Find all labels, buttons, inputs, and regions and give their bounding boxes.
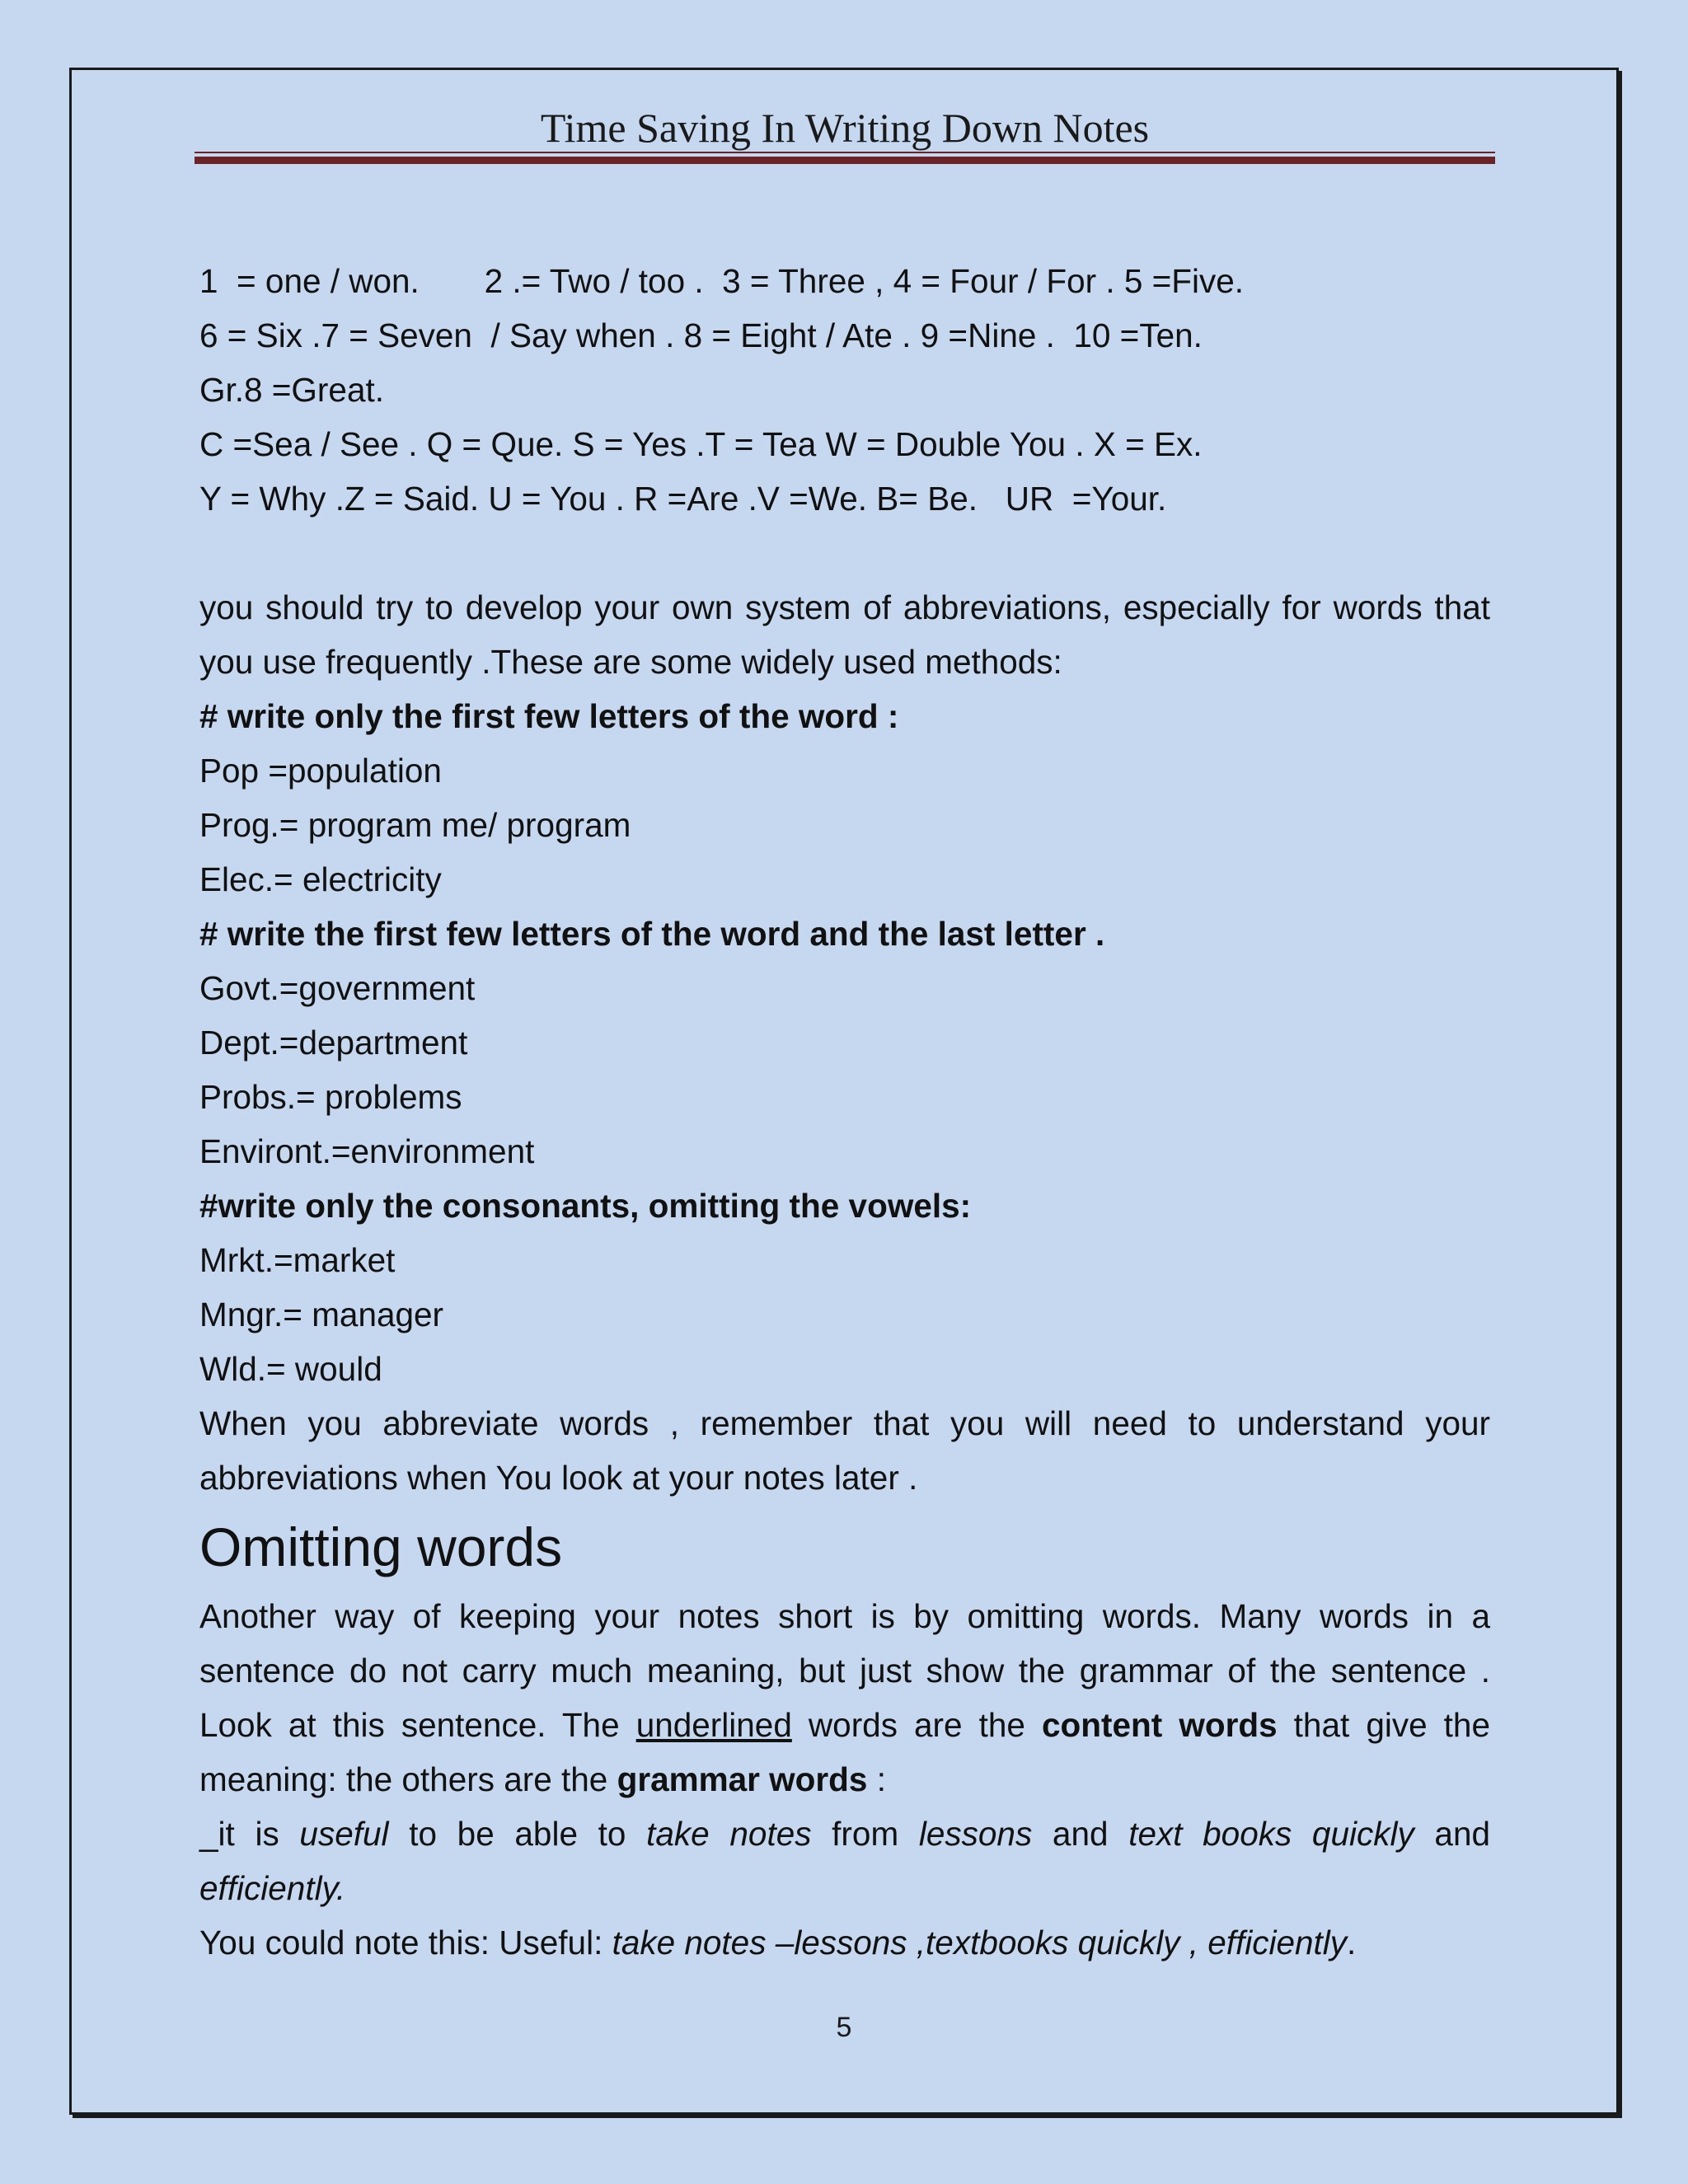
example-govt: Govt.=government [199,969,476,1007]
omitting-text-2: words are the [791,1706,1043,1744]
example-mrkt: Mrkt.=market [199,1241,396,1279]
example-elec: Elec.= electricity [199,860,442,898]
method-heading-first-letters: # write only the first few letters of the word : [199,697,899,735]
example-take-notes: take notes [646,1815,812,1853]
example-useful: useful [299,1815,389,1853]
example-text-5: and [1414,1815,1491,1853]
example-wld: Wld.= would [199,1350,382,1388]
example-efficiently: efficiently. [199,1869,346,1907]
example-text-1: _it is [199,1815,300,1853]
example-dept: Dept.=department [199,1024,468,1062]
example-text-2: to be able to [388,1815,647,1853]
number-line-2: 6 = Six .7 = Seven / Say when . 8 = Eight / Ate . 9 =Nine . 10 =Ten. [199,316,1203,354]
method-heading-consonants: #write only the consonants, omitting the vowels: [199,1187,972,1225]
omitting-paragraph [199,1589,1490,1807]
number-line-1: 1 = one / won. 2 .= Two / too . 3 = Three , 4 = Four / For . 5 =Five. [199,262,1245,300]
omitting-text-3: that give the meaning: the others are the [199,1706,1490,1798]
example-prog: Prog.= program me/ program [199,806,631,844]
note-suffix: . [1347,1924,1357,1961]
example-text-3: from [811,1815,919,1853]
letter-line-1: C =Sea / See . Q = Que. S = Yes .T = Tea W = Double You . X = Ex. [199,425,1203,463]
example-sentence [199,1807,1490,1861]
section-heading-omitting-words: Omitting words [199,1516,563,1577]
page-title: Time Saving In Writing Down Notes [540,105,1150,151]
omitting-text-1: Another way of keeping your notes short is by omitting words. Many words in a sentence do not carry much meaning, but just show the grammar of the sentence . Look at this sentence. The [199,1597,1490,1744]
method-heading-first-and-last: # write the first few letters of the word and the last letter . [199,915,1105,953]
note-prefix: You could note this: Useful: [199,1924,612,1961]
example-lessons: lessons [918,1815,1033,1853]
header-rule-thin [195,152,1495,153]
spacer [199,526,1490,580]
example-text-4: and [1032,1815,1129,1853]
content-words-term: content words [1042,1706,1278,1744]
example-text-books-quickly: text books quickly [1128,1815,1414,1853]
intro-paragraph: you should try to develop your own system of abbreviations, especially for words that you use frequently .These are some widely used methods: [199,588,1490,681]
letter-line-2: Y = Why .Z = Said. U = You . R =Are .V =We. B= Be. UR =Your. [199,480,1167,518]
grammar-words-term: grammar words [617,1760,868,1798]
note-example [199,1915,1490,1970]
example-pop: Pop =population [199,752,442,790]
example-mngr: Mngr.= manager [199,1296,444,1333]
document-body [199,254,1490,1970]
page-number: 5 [836,2012,852,2043]
reminder-paragraph: When you abbreviate words , remember that you will need to understand your abbreviations when You look at your notes later . [199,1404,1490,1497]
underlined-word: underlined [635,1706,792,1744]
number-line-3: Gr.8 =Great. [199,371,384,409]
example-environt: Environt.=environment [199,1132,535,1170]
example-probs: Probs.= problems [199,1078,462,1116]
note-italic: take notes –lessons ,textbooks quickly , efficiently [612,1924,1348,1961]
omitting-text-4: : [867,1760,886,1798]
header-rule-thick [195,157,1495,164]
